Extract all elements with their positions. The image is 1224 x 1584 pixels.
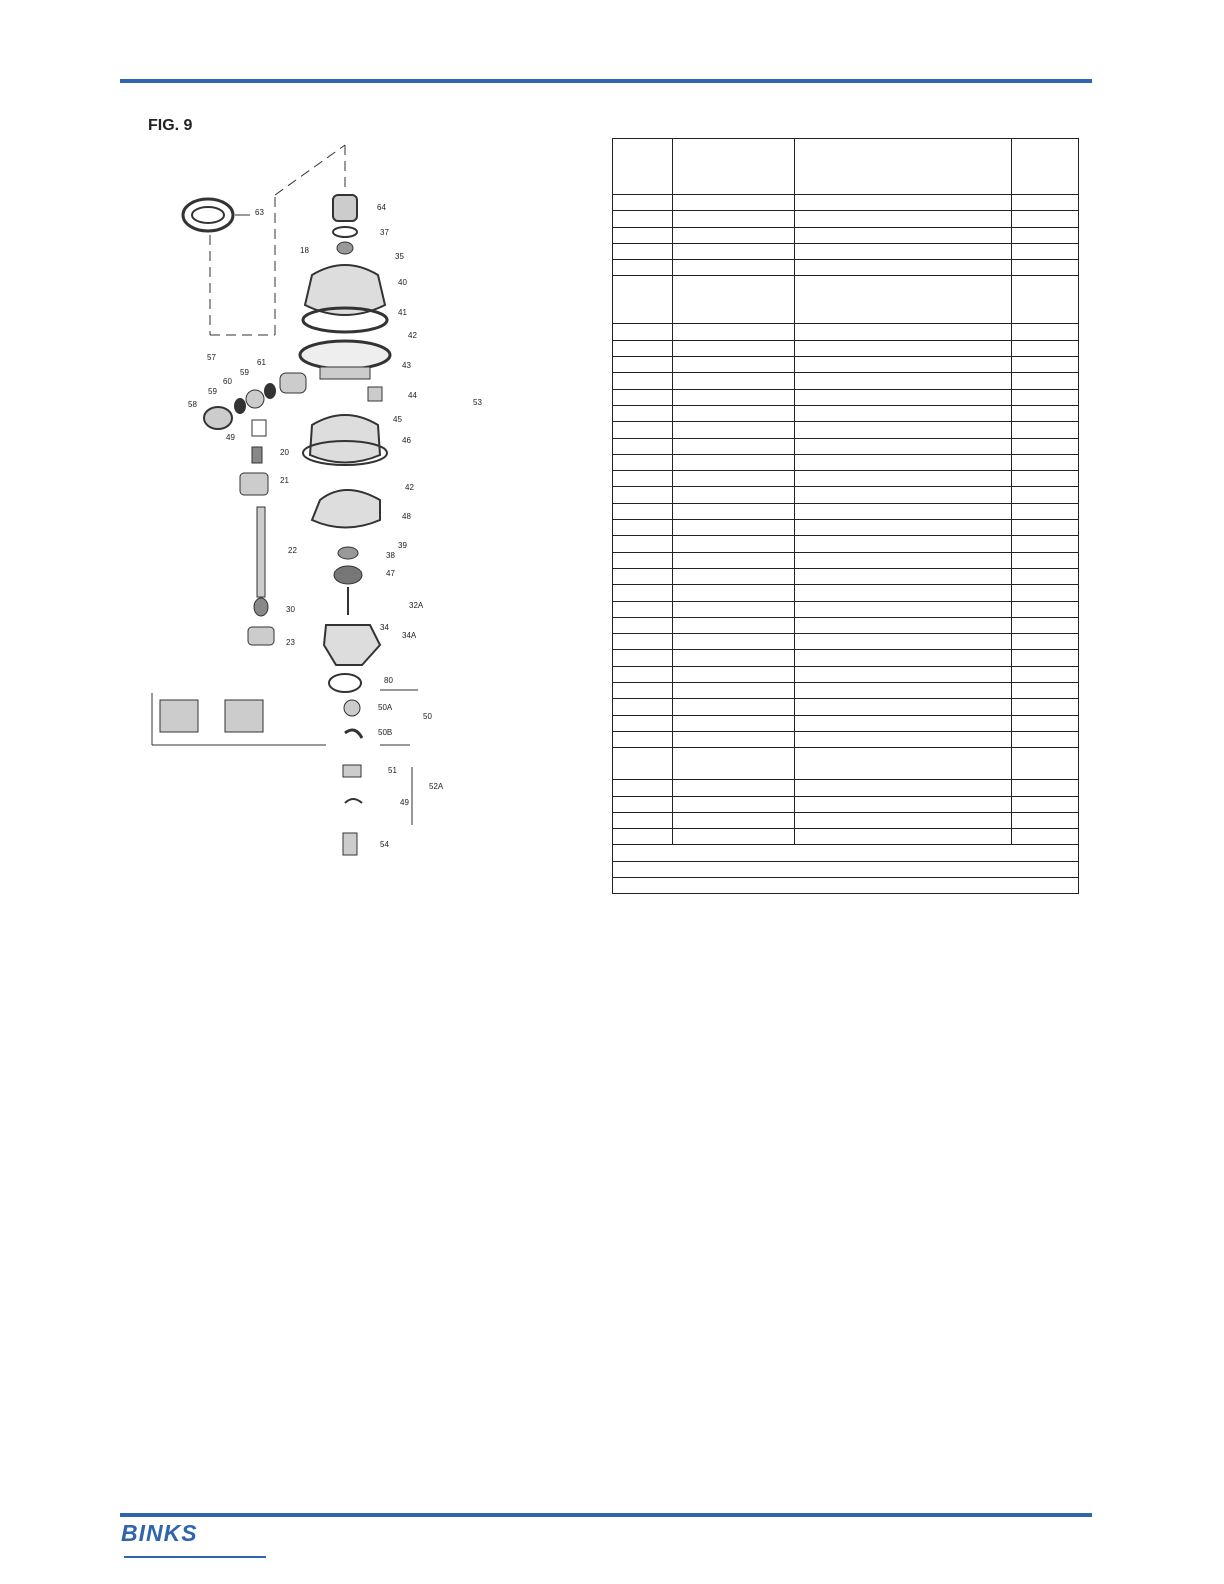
svg-text:34: 34 [380, 623, 389, 632]
table-row [613, 536, 1079, 552]
table-row [613, 454, 1079, 470]
svg-text:42: 42 [405, 483, 414, 492]
top-rule [120, 79, 1092, 83]
table-row [613, 340, 1079, 356]
svg-text:48: 48 [402, 512, 411, 521]
binks-logo: BINKS [121, 1520, 198, 1546]
table-row [613, 812, 1079, 828]
table-row [613, 195, 1079, 211]
svg-text:53: 53 [473, 398, 482, 407]
svg-text:34A: 34A [402, 631, 417, 640]
logo-underline [124, 1556, 266, 1558]
svg-text:20: 20 [280, 448, 289, 457]
table-row [613, 568, 1079, 584]
table-row [613, 748, 1079, 780]
table-row [613, 552, 1079, 568]
table-row [613, 715, 1079, 731]
svg-text:57: 57 [207, 353, 216, 362]
svg-text:80: 80 [384, 676, 393, 685]
svg-text:43: 43 [402, 361, 411, 370]
svg-text:64: 64 [377, 203, 386, 212]
svg-text:18: 18 [300, 246, 309, 255]
table-footer-row [613, 861, 1079, 877]
svg-text:63: 63 [255, 208, 264, 217]
svg-text:37: 37 [380, 228, 389, 237]
svg-text:35: 35 [395, 252, 404, 261]
exploded-parts-diagram [140, 135, 520, 895]
table-row [613, 422, 1079, 438]
table-footer-row [613, 845, 1079, 861]
table-header-row [613, 139, 1079, 195]
svg-text:39: 39 [398, 541, 407, 550]
svg-text:59: 59 [240, 368, 249, 377]
table-row [613, 683, 1079, 699]
svg-text:44: 44 [408, 391, 417, 400]
table-row [613, 829, 1079, 845]
table-row [613, 796, 1079, 812]
bottom-rule [120, 1513, 1092, 1517]
svg-text:47: 47 [386, 569, 395, 578]
svg-text:51: 51 [388, 766, 397, 775]
table-row [613, 601, 1079, 617]
svg-text:46: 46 [402, 436, 411, 445]
svg-text:50A: 50A [378, 703, 393, 712]
svg-text:58: 58 [188, 400, 197, 409]
svg-text:40: 40 [398, 278, 407, 287]
table-row [613, 227, 1079, 243]
table-row [613, 585, 1079, 601]
table-row [613, 617, 1079, 633]
svg-text:42: 42 [408, 331, 417, 340]
table-row [613, 211, 1079, 227]
svg-text:32A: 32A [409, 601, 424, 610]
table-row [613, 650, 1079, 666]
svg-text:22: 22 [288, 546, 297, 555]
svg-text:52A: 52A [429, 782, 444, 791]
table-row [613, 324, 1079, 340]
exploded-view-drawing [140, 135, 520, 895]
parts-list-table [612, 138, 1079, 894]
svg-text:50B: 50B [378, 728, 393, 737]
svg-text:45: 45 [393, 415, 402, 424]
table-row [613, 438, 1079, 454]
table-row [613, 503, 1079, 519]
table-row [613, 243, 1079, 259]
table-row [613, 276, 1079, 324]
table-row [613, 699, 1079, 715]
svg-text:50: 50 [423, 712, 432, 721]
svg-text:54: 54 [380, 840, 389, 849]
svg-text:61: 61 [257, 358, 266, 367]
svg-text:30: 30 [286, 605, 295, 614]
table-row [613, 373, 1079, 389]
table-row [613, 780, 1079, 796]
svg-text:21: 21 [280, 476, 289, 485]
svg-text:23: 23 [286, 638, 295, 647]
svg-text:49: 49 [226, 433, 235, 442]
svg-text:49: 49 [400, 798, 409, 807]
svg-text:38: 38 [386, 551, 395, 560]
table-row [613, 487, 1079, 503]
figure-title: FIG. 9 [148, 117, 193, 134]
svg-text:59: 59 [208, 387, 217, 396]
svg-text:60: 60 [223, 377, 232, 386]
table-row [613, 471, 1079, 487]
table-row [613, 389, 1079, 405]
table-row [613, 731, 1079, 747]
table-row [613, 357, 1079, 373]
table-row [613, 666, 1079, 682]
table-row [613, 634, 1079, 650]
table-row [613, 405, 1079, 421]
table-row [613, 520, 1079, 536]
table-row [613, 260, 1079, 276]
svg-text:41: 41 [398, 308, 407, 317]
table-footer-row [613, 877, 1079, 893]
